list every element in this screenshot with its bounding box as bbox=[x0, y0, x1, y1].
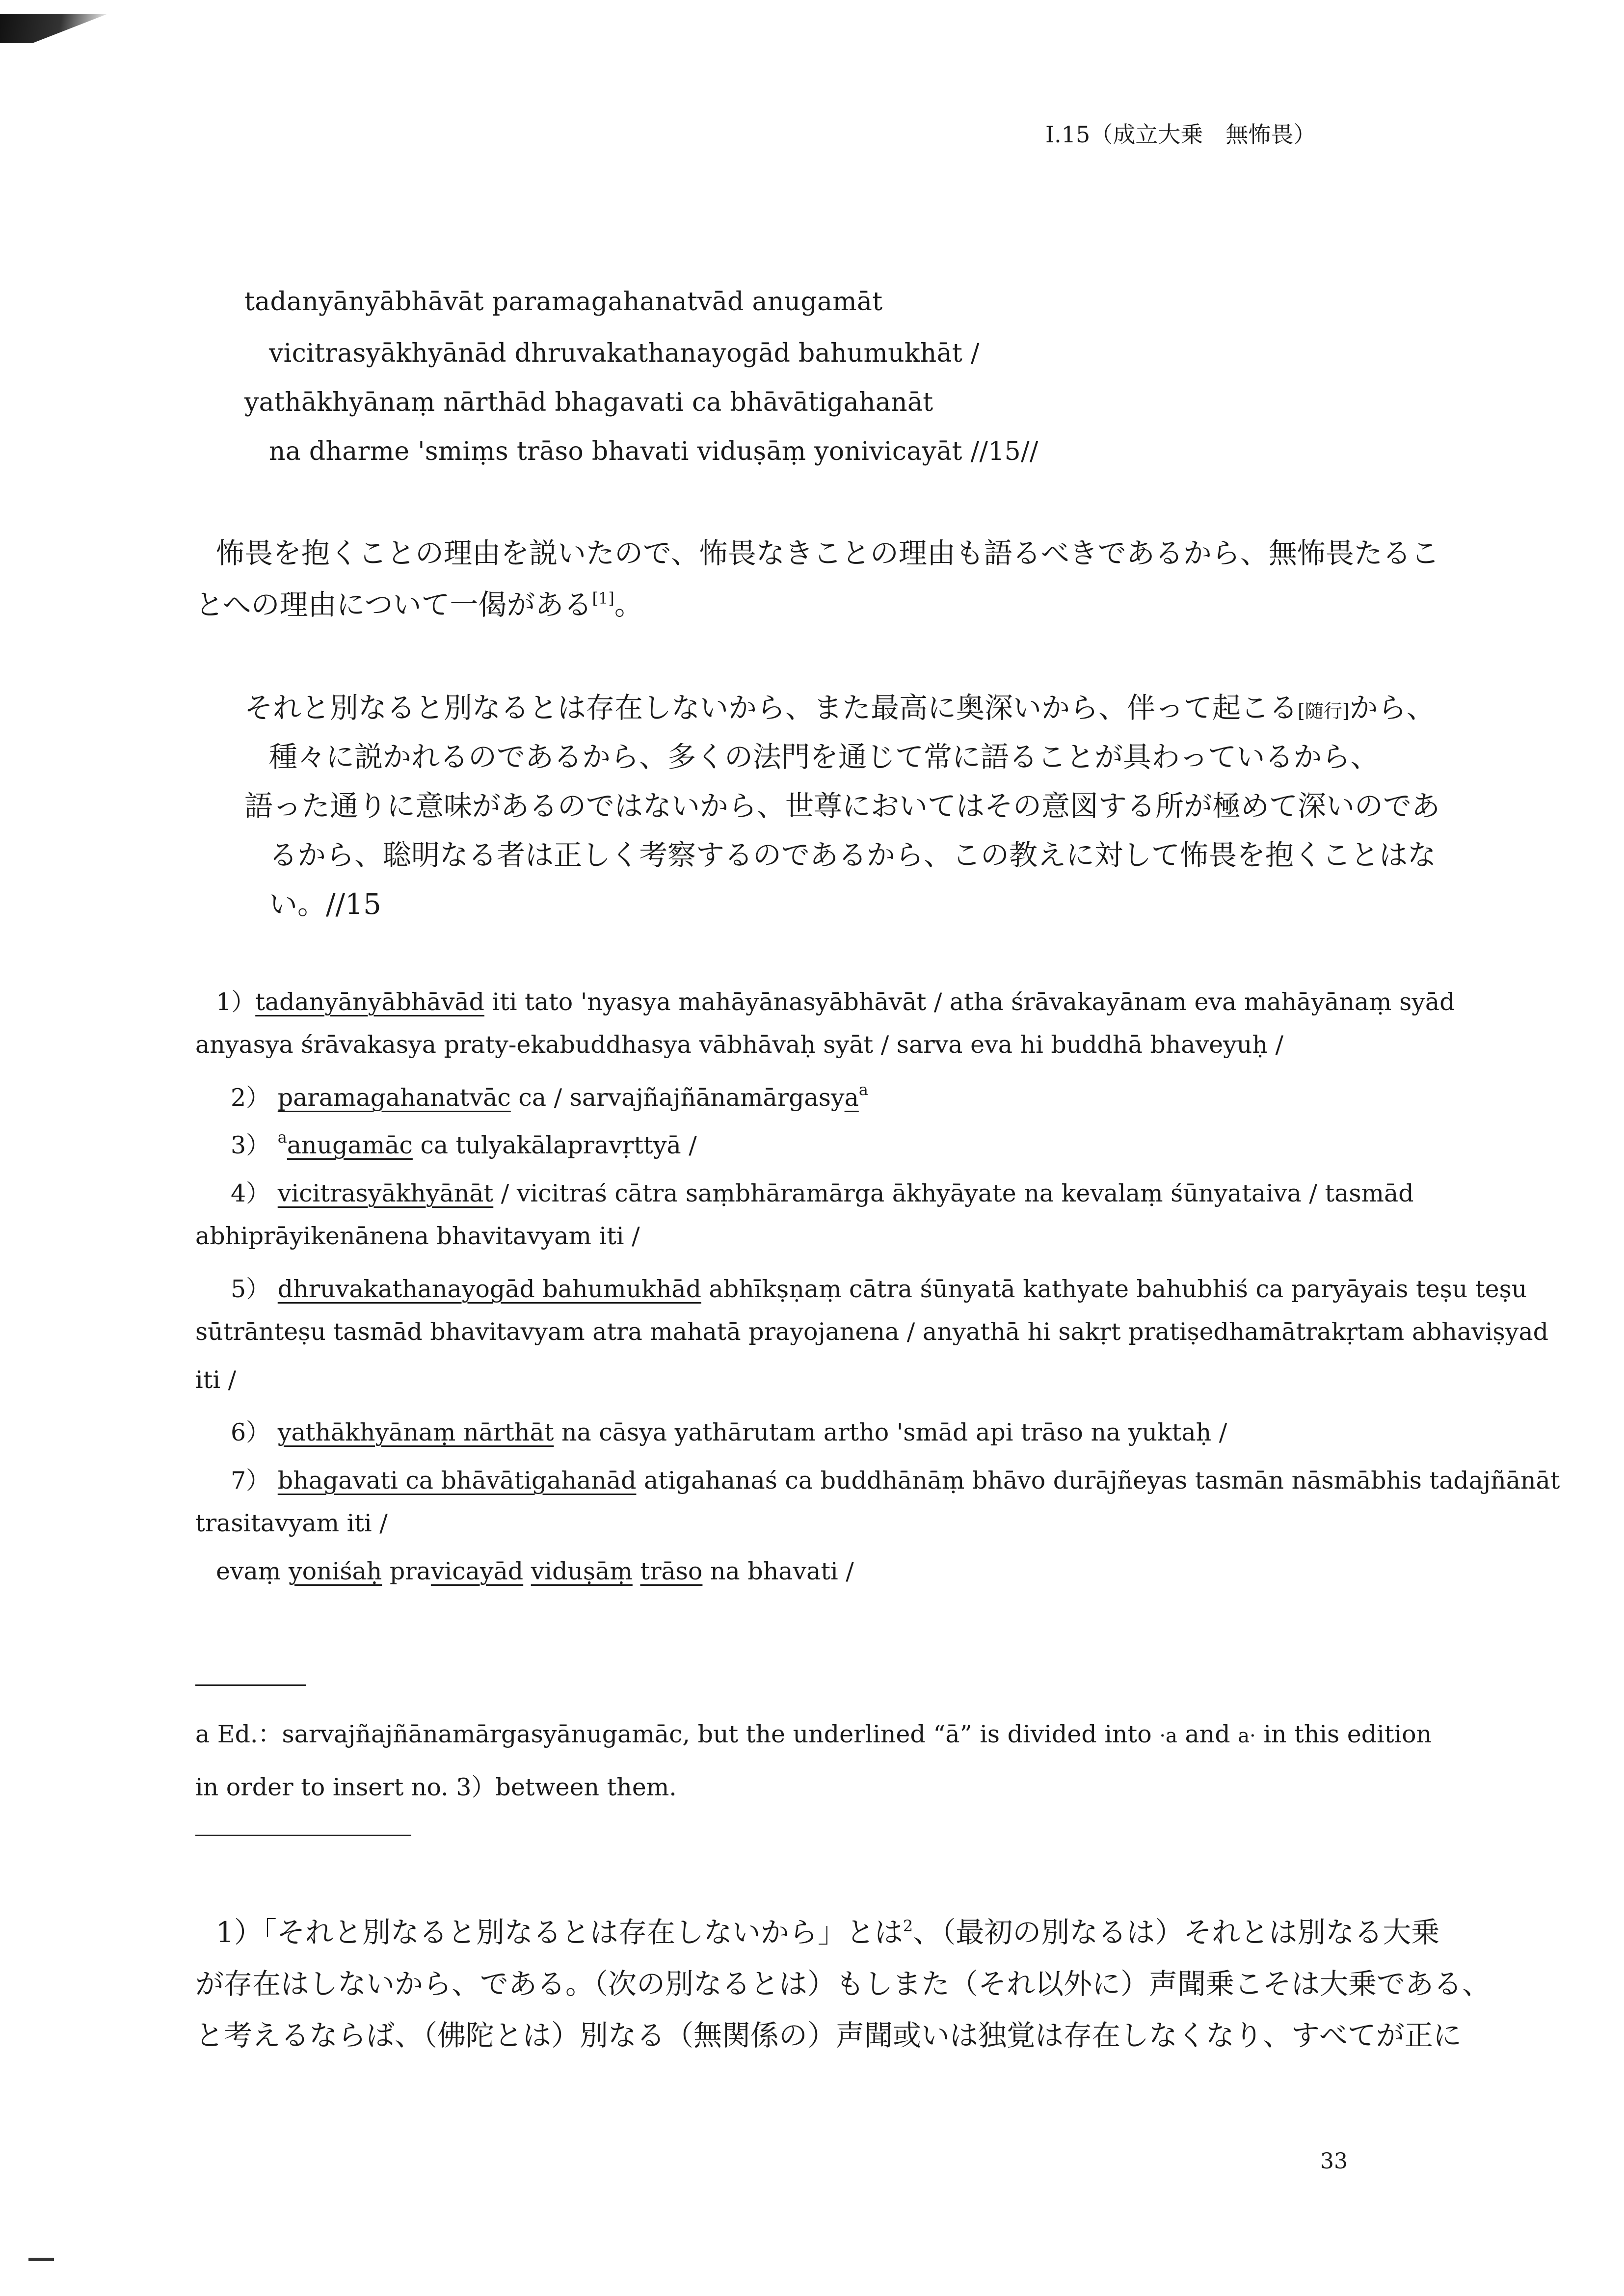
commentary-2-text: ca / sarvajñajñānamārgasy bbox=[510, 1084, 845, 1112]
intro-line-2-text: とへの理由について一偈がある bbox=[195, 588, 592, 621]
commentary-7-term: bhagavati ca bhāvātigahanād bbox=[277, 1467, 637, 1495]
commentary-8-w4: viduṣāṃ bbox=[531, 1557, 633, 1585]
commentary-1b: anyasya śrāvakasya praty-ekabuddhasya vābhāvaḥ syāt / sarva eva hi buddhā bhaveyuḥ / bbox=[195, 1031, 1284, 1059]
footnote-text-end: in this edition bbox=[1255, 1720, 1432, 1748]
footnote-line-1 bbox=[195, 1715, 1432, 1750]
commentary-8-w5: trāso bbox=[640, 1557, 703, 1585]
commentary-2-term: paramagahanatvāc bbox=[277, 1084, 511, 1112]
translation-line-1 bbox=[244, 685, 1435, 726]
translation-line-5: い。//15 bbox=[269, 887, 381, 921]
commentary-4-term: vicitrasyākhyānāt bbox=[277, 1179, 494, 1207]
footnote-mark: a bbox=[195, 1720, 210, 1748]
commentary-5 bbox=[231, 1270, 1527, 1305]
jp-commentary-1b: 、（最初の別なるは）それとは別なる大乗 bbox=[913, 1916, 1440, 1949]
page-number: 33 bbox=[1320, 2149, 1348, 2174]
verse-line-2: vicitrasyākhyānād dhruvakathanayogād bahumukhāt / bbox=[269, 339, 980, 368]
commentary-7-num: 7） bbox=[231, 1467, 270, 1495]
jp-commentary-1a: 1）「それと別なると別なるとは存在しないから」とは bbox=[216, 1916, 903, 1949]
commentary-1-text: iti tato 'nyasya mahāyānasyābhāvāt / atha śrāvakayānam eva mahāyānaṃ syād bbox=[484, 988, 1455, 1016]
translation-line-1-end: から、 bbox=[1349, 691, 1435, 724]
commentary-8 bbox=[216, 1557, 854, 1585]
commentary-5-num: 5） bbox=[231, 1275, 270, 1303]
commentary-8-rest: na bhavati / bbox=[710, 1557, 854, 1585]
commentary-1-term: tadanyānyābhāvād bbox=[255, 988, 484, 1016]
commentary-1-num: 1） bbox=[216, 988, 256, 1016]
commentary-3-num: 3） bbox=[231, 1131, 270, 1159]
intro-line-2 bbox=[195, 582, 643, 623]
jp-commentary-line-1 bbox=[216, 1909, 1439, 1950]
scan-corner-mark bbox=[0, 14, 108, 43]
footnote-a2: a· bbox=[1238, 1725, 1256, 1747]
scan-edge-mark bbox=[28, 2258, 54, 2261]
commentary-3-term: anugamāc bbox=[287, 1131, 413, 1159]
verse-line-4: na dharme 'smiṃs trāso bhavati viduṣāṃ yonivicayāt //15// bbox=[269, 437, 1038, 466]
translation-line-2: 種々に説かれるのであるから、多くの法門を通じて常に語ることが具わっているから、 bbox=[269, 740, 1379, 774]
commentary-6-text: na cāsya yathārutam artho 'smād api trāso na yuktaḥ / bbox=[554, 1418, 1227, 1446]
footnote-text: Ed.：sarvajñajñānamārgasyānugamāc, but the underlined “ā” is divided into bbox=[217, 1720, 1160, 1748]
commentary-8-w3b: vicayād bbox=[430, 1557, 524, 1585]
commentary-4-text: / vicitraś cātra saṃbhāramārga ākhyāyate na kevalaṃ śūnyataiva / tasmād bbox=[493, 1179, 1414, 1207]
section-rule bbox=[195, 1835, 411, 1836]
intro-line-2-end: 。 bbox=[614, 588, 643, 621]
jp-commentary-line-2: が存在はしないから、である。（次の別なるとは）もしまた（それ以外に）声聞乗こそは大乗である、 bbox=[195, 1967, 1491, 2001]
commentary-5b: sūtrānteṣu tasmād bhavitavyam atra mahatā prayojanena / anyathā hi sakṛt pratiṣedhamātrakṛtam abhaviṣyad bbox=[195, 1318, 1548, 1346]
commentary-8-w2: yoniśaḥ bbox=[288, 1557, 382, 1585]
translation-line-4: るから、聡明なる者は正しく考察するのであるから、この教えに対して怖畏を抱くことはな bbox=[269, 838, 1437, 872]
commentary-7b: trasitavyam iti / bbox=[195, 1509, 388, 1537]
commentary-4-num: 4） bbox=[231, 1179, 270, 1207]
commentary-5-text: abhīkṣṇaṃ cātra śūnyatā kathyate bahubhiś ca paryāyais teṣu teṣu bbox=[701, 1275, 1527, 1303]
jp-commentary-line-3: と考えるならば、（佛陀とは）別なる（無関係の）声聞或いは独覚は存在しなくなり、すべてが正に bbox=[195, 2019, 1462, 2052]
commentary-2-num: 2） bbox=[231, 1084, 270, 1112]
verse-line-1: tadanyānyābhāvāt paramagahanatvād anugamāt bbox=[244, 287, 883, 317]
commentary-5-term: dhruvakathanayogād bahumukhād bbox=[277, 1275, 701, 1303]
commentary-4b: abhiprāyikenānena bhavitavyam iti / bbox=[195, 1222, 640, 1250]
translation-line-3: 語った通りに意味があるのではないから、世尊においてはその意図する所が極めて深いのであ bbox=[244, 789, 1440, 823]
intro-line-1: 怖畏を抱くことの理由を説いたので、怖畏なきことの理由も語るべきであるから、無怖畏たるこ bbox=[216, 536, 1439, 570]
commentary-7-text: atigahanaś ca buddhānāṃ bhāvo durājñeyas tasmān nāsmābhis tadajñānāt bbox=[636, 1467, 1560, 1495]
verse-line-3: yathākhyānaṃ nārthād bhagavati ca bhāvātigahanāt bbox=[244, 388, 933, 417]
commentary-6-num: 6） bbox=[231, 1418, 270, 1446]
commentary-5c: iti / bbox=[195, 1366, 237, 1394]
commentary-2-sup: a bbox=[858, 1080, 868, 1099]
commentary-8-w1: evaṃ bbox=[216, 1557, 281, 1585]
commentary-3-sup: a bbox=[277, 1128, 287, 1147]
jp-commentary-sup: 2 bbox=[903, 1917, 913, 1935]
commentary-7 bbox=[231, 1462, 1560, 1496]
footnote-a1: ·a bbox=[1159, 1725, 1177, 1747]
commentary-2-term-tail: a bbox=[844, 1084, 859, 1112]
commentary-4 bbox=[231, 1175, 1414, 1209]
running-header: I.15（成立大乗 無怖畏） bbox=[1045, 121, 1316, 148]
commentary-3-text: ca tulyakālapravṛttyā / bbox=[412, 1131, 697, 1159]
footnote-rule bbox=[195, 1684, 306, 1686]
commentary-2 bbox=[231, 1079, 868, 1113]
note-mark: [1] bbox=[592, 589, 614, 608]
commentary-8-w3a: pra bbox=[389, 1557, 431, 1585]
commentary-3 bbox=[231, 1126, 697, 1161]
commentary-1 bbox=[216, 983, 1455, 1017]
commentary-6 bbox=[231, 1414, 1227, 1448]
translation-gloss: [随行] bbox=[1298, 700, 1350, 722]
translation-line-1-text: それと別なると別なるとは存在しないから、また最高に奥深いから、伴って起こる bbox=[244, 691, 1298, 724]
footnote-and: and bbox=[1177, 1720, 1238, 1748]
footnote-line-2: in order to insert no. 3）between them. bbox=[195, 1773, 677, 1801]
commentary-6-term: yathākhyānaṃ nārthāt bbox=[277, 1418, 554, 1446]
